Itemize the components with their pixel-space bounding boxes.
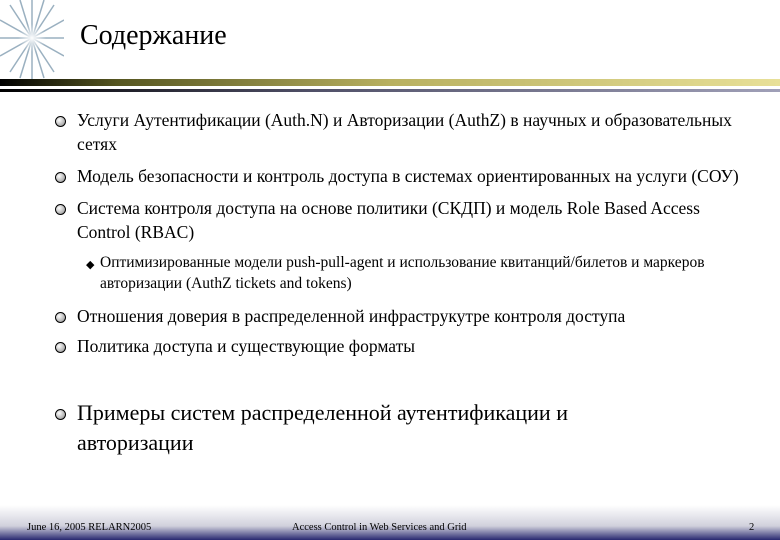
- diamond-bullet-icon: ◆: [86, 259, 95, 271]
- bullet-item: [77, 304, 757, 328]
- bullet-text: Услуги Аутентификации (Auth.N) и Авторизации (AuthZ) в научных и образовательных сетях: [77, 110, 732, 154]
- title-underline-thin: [0, 89, 780, 92]
- footer-date: June 16, 2005 RELARN2005: [27, 522, 152, 533]
- sub-bullet-text: Оптимизированные модели push-pull-agent и использование квитанций/билетов и маркеров авторизации (AuthZ tickets and tokens): [100, 254, 705, 292]
- bullet-icon: [55, 204, 66, 215]
- bullet-icon: [55, 116, 66, 127]
- bullet-item: [77, 108, 757, 156]
- bullet-text: Модель безопасности и контроль доступа в системах ориентированных на услуги (СОУ): [77, 166, 739, 186]
- bullet-item: [77, 334, 757, 358]
- bullet-item: [77, 164, 757, 188]
- star-logo-icon: [0, 0, 64, 80]
- sub-bullet-item: [86, 252, 765, 294]
- slide-title: Содержание: [80, 20, 227, 51]
- footer-title: Access Control in Web Services and Grid: [292, 522, 467, 533]
- bullet-item: [77, 398, 677, 458]
- bullet-icon: [55, 312, 66, 323]
- bullet-text: Система контроля доступа на основе политики (СКДП) и модель Role Based Access Control (RBAC): [77, 198, 700, 242]
- bullet-text: Отношения доверия в распределенной инфраструкутре контроля доступа: [77, 306, 626, 326]
- bullet-text: Политика доступа и существующие форматы: [77, 336, 416, 356]
- bullet-item: [77, 196, 757, 244]
- title-underline: [0, 79, 780, 86]
- bullet-icon: [55, 172, 66, 183]
- bullet-icon: [55, 342, 66, 353]
- slide-footer: [0, 505, 780, 540]
- page-number: 2: [749, 522, 755, 533]
- bullet-icon: [55, 409, 66, 420]
- bullet-text: Примеры систем распределенной аутентификации и авторизации: [77, 400, 568, 455]
- slide-body: [0, 108, 780, 458]
